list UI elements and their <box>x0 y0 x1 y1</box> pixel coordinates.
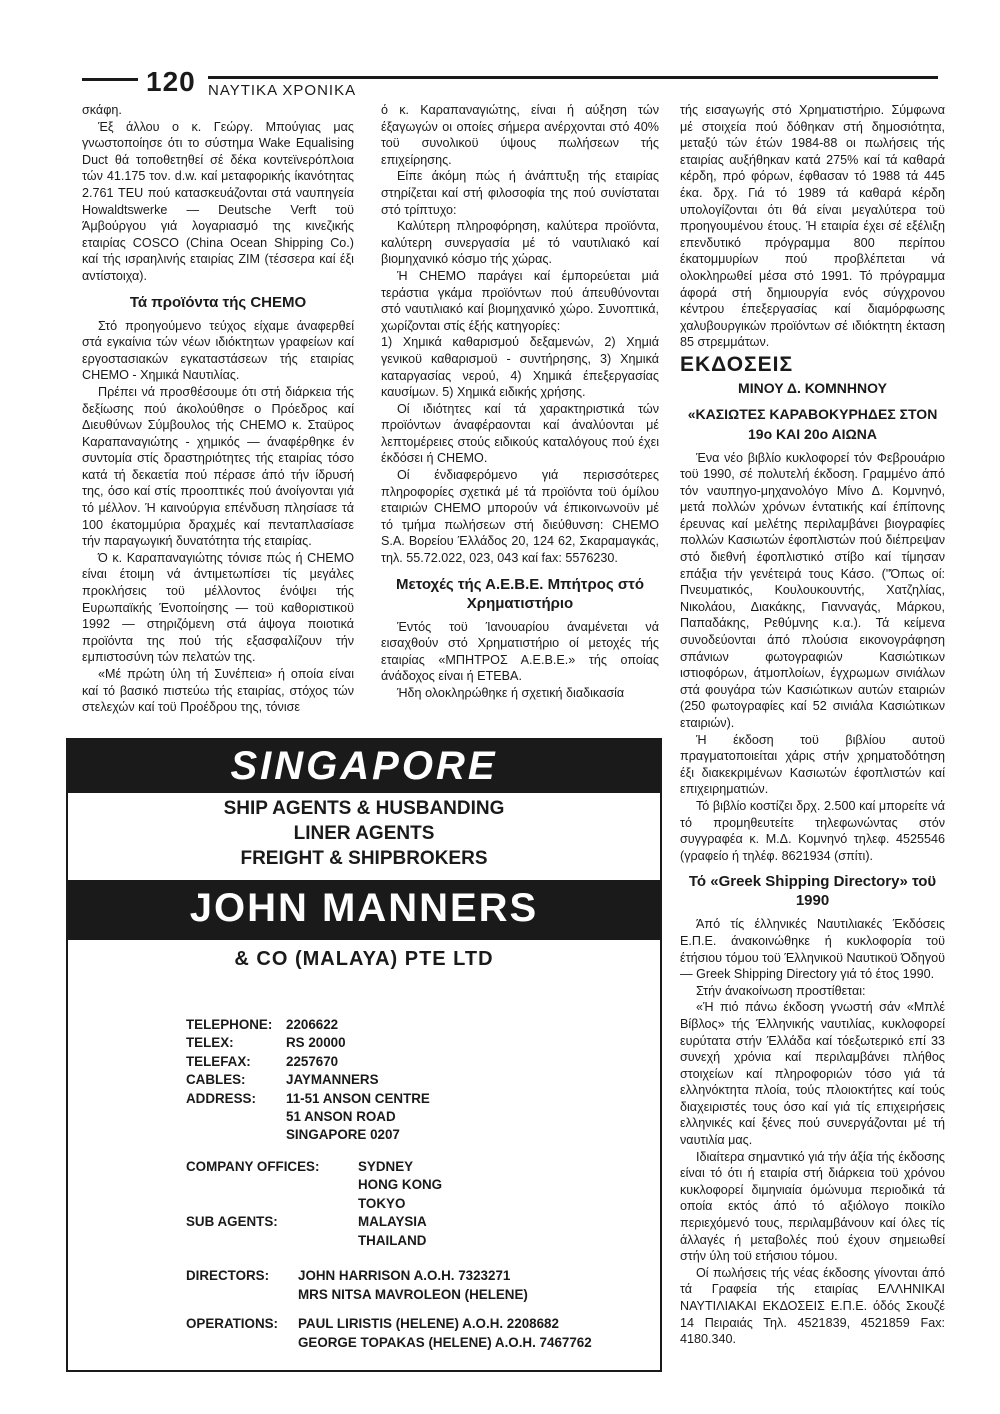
paragraph: Στήν άνακοίνωση προστίθεται: <box>696 983 866 998</box>
ad-contact-label: TELEPHONE: <box>186 1017 273 1032</box>
paragraph: Έντός τοϋ Ίανουαρίου άναμένεται νά εισαχθούν στό Χρηματιστήριο οί μετοχές τής εταιρίας «ΜΠΗΤΡΟΣ Α.Ε.Β.Ε.» τής οποίας άνάδοχος είναι ή ΕΤΕΒΑ. <box>381 619 659 684</box>
paragraph: Οί πωλήσεις τής νέας έκδοσης γίνονται άπό τά Γραφεία τής εταιρίας ΕΛΛΗΝΙΚΑΙ ΝΑΥΤΙΛΙΑΚΑΙ ΕΚΔΟΣΕΙΣ Ε.Π.Ε. όδός Σκουζέ 14 Πειραιάς Τηλ. 4521839, 4521859 Fax: 4180.340. <box>680 1265 945 1347</box>
ad-people-label <box>186 1333 298 1352</box>
ad-people-value: PAUL LIRISTIS (HELENE) A.O.H. 2208682 <box>298 1316 559 1331</box>
ad-contact-label: CABLES: <box>186 1072 246 1088</box>
ad-people-label: DIRECTORS: <box>186 1268 270 1283</box>
paragraph: Ή έκδοση τοϋ βιβλίου αυτοϋ πραγματοποιείται χάρις στήν χρηματοδότηση έξι διακεκριμένων Κασιωτών έφοπλιστών καί επιχειρηματιών. <box>680 732 945 797</box>
section-heading-chemo: Τά προϊόντα τής CHEMO <box>129 293 307 311</box>
paragraph: Τό βιβλίο κοστίζει δρχ. 2.500 καί μπορείτε νά τό προμηθευτείτε τηλεφωνώντας στόν συγγραφέα κ. Μ.Δ. Κομνηνό τηλεφ. 4525546 (γραφείο ή τηλέφ. 8621934 (σπίτι). <box>680 798 945 863</box>
ad-title-band <box>68 740 660 793</box>
page-number: 120 <box>146 66 196 97</box>
section-heading-directory: Τό «Greek Shipping Directory» τοϋ 1990 <box>688 873 937 910</box>
ad-contact-value: 2206622 <box>286 1017 339 1032</box>
paragraph: Στό προηγούμενο τεύχος είχαμε άναφερθεί στά εγκαίνια τών νέων ιδιόκτητων γραφείων καί εργοστασιακών εγκαταστάσεων τής εταιρίας CHEMO - Χημικά Ναυτιλίας. <box>82 318 354 383</box>
paragraph: Ήδη ολοκληρώθηκε ή σχετική διαδικασία <box>397 686 625 700</box>
ad-office-row <box>186 1195 442 1213</box>
ad-contact-list <box>186 1016 430 1145</box>
ad-offices-list <box>186 1158 442 1250</box>
ad-contact-row <box>186 1071 430 1089</box>
magazine-title: ΝΑΥΤΙΚΑ ΧΡΟΝΙΚΑ <box>208 82 357 99</box>
ad-office-label: SUB AGENTS: <box>186 1214 278 1230</box>
ad-office-value: SYDNEY <box>358 1159 414 1174</box>
paragraph: τής εισαγωγής στό Χρηματιστήριο. Σύμφωνα μέ στοιχεία πού δόθηκαν στή δημοσιότητα, μεταξύ τών έτών 1984-88 οι πωλήσεις τής εταιρίας αυξήθηκαν κατά 275% καί τά καθαρά κέρδη, πρό φόρων, έφθασαν τό 1988 τά 445 έκα. δρχ. Γιά τό 1989 τά καθαρά κέρδη υπολογίζονται ότι θά είναι μεγαλύτερα τοϋ προηγουμένου έτους. Ή εταιρία έχει σέ εξέλιξη επενδυτικό πρόγραμμα 800 περίπου έκατομμυρίων πού προβλέπεται νά ολοκληρωθεί μέσα στό 1991. Τό πρόγραμμα άφορά στή δημιουργία ενός σύγχρονου κέντρου έπεξεργασίας καί διαμόρφωσης χαλυβουργικών προϊόντων σέ ιδιόκτητη έκταση 85 στρεμμάτων. <box>680 103 945 350</box>
ad-office-row <box>186 1158 442 1176</box>
ad-contact-row <box>186 1090 430 1108</box>
paragraph: Οί ιδιότητες καί τά χαρακτηριστικά τών προϊόντων άναφέραονται καί άναλύονται μέ λεπτομέρειες στούς ειδικούς καταλόγους πού έχει έκδόσει ή CHEMO. <box>381 401 659 466</box>
ad-office-value: THAILAND <box>358 1232 427 1248</box>
ad-contact-value: 11-51 ANSON CENTRE <box>286 1090 430 1106</box>
article-column-3 <box>680 102 945 1348</box>
section-title-publications: ΕΚΔΟΣΕΙΣ <box>680 352 794 376</box>
ad-contact-label: TELEFAX: <box>186 1053 251 1069</box>
header-rule-left <box>82 78 138 81</box>
ad-service-line: SHIP AGENTS & HUSBANDING <box>223 798 505 819</box>
paragraph: Έξ άλλου ο κ. Γεώργ. Μπούγιας μας γνωστοποίησε ότι το σύστημα Wake Equalising Duct θά τοποθετηθεί σέ δέκα κοντεϊνερόπλοια τών 41.175 τον. d.w. καί μεταφορικής ίκανότητας 2.761 TEU πού κατασκευάζονται στά ναυπηγεία Howaldtswerke — Deutsche Verft τοϋ Άμβούργου γιά λογαριασμό της κινεζικής εταιρίας COSCO (China Ocean Shipping Co.) καί τής ισραηλινής εταιρίας ZIM (τέσσερα καί έξι αντίστοιχα). <box>82 119 354 283</box>
ad-people-value: JOHN HARRISON A.O.H. 7323271 <box>298 1268 511 1283</box>
ad-office-value: TOKYO <box>358 1195 406 1211</box>
ad-people-label <box>186 1304 298 1314</box>
ad-title: SINGAPORE <box>230 744 498 788</box>
article-column-1 <box>82 102 354 716</box>
ad-contact-value: 51 ANSON ROAD <box>286 1109 396 1125</box>
ad-contact-value: RS 20000 <box>286 1035 346 1051</box>
ad-services <box>68 796 660 871</box>
ad-contact-value: JAYMANNERS <box>286 1072 379 1088</box>
ad-office-value: MALAYSIA <box>358 1214 427 1230</box>
ad-people-list <box>186 1266 592 1352</box>
paragraph: Ή CHEMO παράγει καί έμπορεύεται μιά τεράστια γκάμα προϊόντων πού άπευθύνονται στό ναυτιλιακό καί βιομηχανικό χώρο. Συνοπτικά, χωρίζονται στίς έξής κατηγορίες: <box>381 268 659 333</box>
header-rule-right <box>208 76 938 79</box>
ad-contact-label: TELEX: <box>186 1035 234 1051</box>
ad-people-label <box>186 1285 298 1304</box>
ad-contact-value: 2257670 <box>286 1053 339 1069</box>
paragraph: ό κ. Καραπαναγιώτης, είναι ή αύξηση τών έξαγωγών οι οποίες σήμερα ανέρχονται στό 40% τοϋ συνολικοϋ ύψους πωλήσεων τής επιχείρησης. <box>381 103 659 167</box>
paragraph: Ένα νέο βιβλίο κυκλοφορεί τόν Φεβρουάριο τοϋ 1990, σέ πολυτελή έκδοση. Γραμμένο άπό τόν ναυπηγο-μηχανολόγο Μίνο Δ. Κομνηνό, μετά πολλών χρόνων έντατικής καί έπίπονης έρευνας καί μελέτης περιλαμβάνει βιογραφίες πολλών Κασιωτών έφοπλιστών πού διέπρεψαν στό διεθνή έφοπλιστικό στίβο καί τίμησαν επάξια τήν γενέτειρά τους Κάσο. ("Όπως οί: Πνευματικός, Κουλουκουντής, Χατζηλίας, Νικολάου, Διακάκης, Γιανναγάς, Μάρκου, Παπαδάκης, Ρεθύμνης κ.α.). Τά κείμενα συνοδεύονται άπό πλούσια εικονογράφηση σπάνιων φωτογραφιών Κασιώτικων ιστιοφόρων, άτμοπλοίων, έγχρωμων σινιάλων στά φουγάρα τών Κασιώτικων αυτών εταιριών (250 φωτογραφίες καί 52 σινιάλα Κασιώτικων εταιριών). <box>680 450 945 730</box>
ad-people-value: GEORGE TOPAKAS (HELENE) A.O.H. 7467762 <box>298 1335 592 1350</box>
ad-company-sub: & CO (MALAYA) PTE LTD <box>234 948 494 970</box>
ad-contact-value: SINGAPORE 0207 <box>286 1127 400 1143</box>
ad-contact-label: ADDRESS: <box>186 1090 256 1106</box>
book-title-heading: «ΚΑΣΙΩΤΕΣ ΚΑΡΑΒΟΚΥΡΗΔΕΣ ΣΤΟΝ 19ο ΚΑΙ 20ο ΑΙΩΝΑ <box>687 405 938 442</box>
paragraph: Ιδιαίτερα σημαντικό γιά τήν άξία τής έκδοσης είναι τό ότι ή εταιρία στή διάρκεια τοϋ χρόνου κυκλοφορεί διμηνιαία όμώνυμα περιοδικά τά οποία εκτός άπό τό αξιόλογο ποικίλο περιεχόμενό τους, περιλαμβάνουν καί όλες τίς άλλαγές ή μεταβολές πού έχουν σημειωθεί στήν ύλη τοϋ ετήσιου τόμου. <box>680 1149 945 1264</box>
book-author-heading: ΜΙΝΟΥ Δ. ΚΟΜΝΗΝΟΥ <box>738 379 887 396</box>
ad-people-row <box>186 1266 592 1285</box>
ad-people-row <box>186 1285 592 1304</box>
ad-office-label <box>186 1232 358 1250</box>
ad-office-label: COMPANY OFFICES: <box>186 1159 320 1174</box>
paragraph: 1) Χημικά καθαρισμού δεξαμενών, 2) Χημιά γενικοϋ καθαρισμοϋ - συντήρησης, 3) Χημικά καταργασίας νερού, 4) Χημικά έπεξεργασίας καυσίμων. 5) Χημικά ειδικής χρήσης. <box>381 335 659 400</box>
ad-contact-label <box>186 1126 286 1144</box>
ad-contact-row <box>186 1034 430 1052</box>
paragraph: Είπε άκόμη πώς ή άνάπτυξη τής εταιρίας στηρίζεται καί στή φιλοσοφία της πού συνίσταται στό τρίπτυχο: <box>381 169 659 217</box>
ad-company-band <box>68 880 660 940</box>
ad-office-label <box>186 1176 358 1194</box>
paragraph: Οί ένδιαφερόμενο γιά περισσότερες πληροφορίες σχετικά μέ τά προϊόντα τοϋ όμίλου εταιριών CHEMO μπορούν νά έπικοινωνοϋν μέ τό τμήμα πωλήσεων στή διεύθυνση: CHEMO S.A. Βορείου Έλλάδος 20, 124 62, Σκαραμαγκάς, τηλ. 55.72.022, 023, 043 καί fax: 5576230. <box>381 468 659 566</box>
ad-office-row <box>186 1176 442 1194</box>
paragraph: Καλύτερη πληροφόρηση, καλύτερα προϊόντα, καλύτερη συνεργασία μέ τό ναυτιλιακό καί βιομηχανικό κόσμο τής χώρας. <box>381 219 659 267</box>
ad-office-value: HONG KONG <box>358 1177 443 1193</box>
paragraph: Άπό τίς έλληνικές Ναυτιλιακές Έκδόσεις Ε.Π.Ε. άνακοινώθηκε ή κυκλοφορία τοϋ έτήσιου τόμου τοϋ Έλληνικοϋ Ναυτικοϋ Όδηγοϋ — Greek Shipping Directory γιά τό έτος 1990. <box>680 917 945 982</box>
paragraph: «Ή πιό πάνω έκδοση γνωστή σάν «Μπλέ Βίβλος» τής Έλληνικής ναυτιλίας, κυκλοφορεί ευρύτατα στήν Έλλάδα καί τόεξωτερικό επί 33 συνεχή χρόνια καί περιλαμβάνει πλήθος στοιχείων καί πληροφοριών τόσο γιά τά ελληνόκτητα πλοία, τούς πλοιοκτήτες καί τούς διαχειριστές τους όσο καί γιά τίς επιχειρήσεις ελληνικές καί ξένες πού συνεργάζονται μέ τή ναυτιλία μας. <box>680 1000 945 1148</box>
paragraph: σκάφη. <box>82 103 122 117</box>
ad-company-name: JOHN MANNERS <box>189 886 539 930</box>
ad-office-label <box>186 1195 358 1213</box>
ad-people-row <box>186 1333 592 1352</box>
ad-people-row <box>186 1314 592 1333</box>
ad-contact-row <box>186 1016 430 1034</box>
section-heading-bitros: Μετοχές τής Α.Ε.Β.Ε. Μπήτρος στό Χρηματιστήριο <box>395 575 645 612</box>
ad-people-spacer <box>186 1304 592 1314</box>
ad-contact-label <box>186 1108 286 1126</box>
ad-service-line: LINER AGENTS <box>293 823 435 844</box>
advertisement-john-manners <box>66 738 662 1372</box>
paragraph: Πρέπει νά προσθέσουμε ότι στή διάρκεια τής δεξίωσης πού άκολούθησε ο Πρόεδρος καί Διευθύνων Σύμβουλος τής CHEMO κ. Σταϋρος Καραπαναγιώτης - χημικός — άναφέρθηκε έν συντομία στίς δραστηριότητες τής εταιρίας τόσο κατά τή δεκαετία πού πέρασε άπό τήν ίδρυσή της, όσο καί στίς προοπτικές πού άνοίγονται γιά τό μέλλον. Ή καινούργια επένδυση πλησίασε τά 100 έκατομμύρια δραχμές καί πενταπλασίασε τήν παραγωγική δυνατότητα τής εταιρίας. <box>82 384 354 549</box>
paragraph: Ό κ. Καραπαναγιώτης τόνισε πώς ή CHEMO είναι έτοιμη νά άντιμετωπίσει τίς μεγάλες προκλήσεις τοϋ μέλλοντος ένόψει τής Ευρωπαϊκής Ένοποίησης — τοϋ καθοριστικοϋ 1992 — στηριζόμενη στά άψογα ποιοτικά προϊόντα της πού τής εξασφαλίζουν τήν εμπιστοσύνη τών πελατών της. <box>82 550 354 665</box>
paragraph: «Μέ πρώτη ύλη τή Συνέπεια» ή οποία είναι καί τό βασικό πιστεύω τής εταιρίας, στόχος τών στελεχών καί τοϋ Προέδρου της, τόνισε <box>82 667 354 715</box>
ad-contact-row <box>186 1126 430 1144</box>
ad-people-value: MRS NITSA MAVROLEON (HELENE) <box>298 1287 528 1302</box>
ad-contact-row <box>186 1108 430 1126</box>
ad-office-row <box>186 1213 442 1231</box>
ad-contact-row <box>186 1053 430 1071</box>
ad-office-row <box>186 1232 442 1250</box>
ad-people-label: OPERATIONS: <box>186 1316 279 1331</box>
article-column-2 <box>381 102 659 702</box>
ad-service-line: FREIGHT & SHIPBROKERS <box>240 848 488 869</box>
